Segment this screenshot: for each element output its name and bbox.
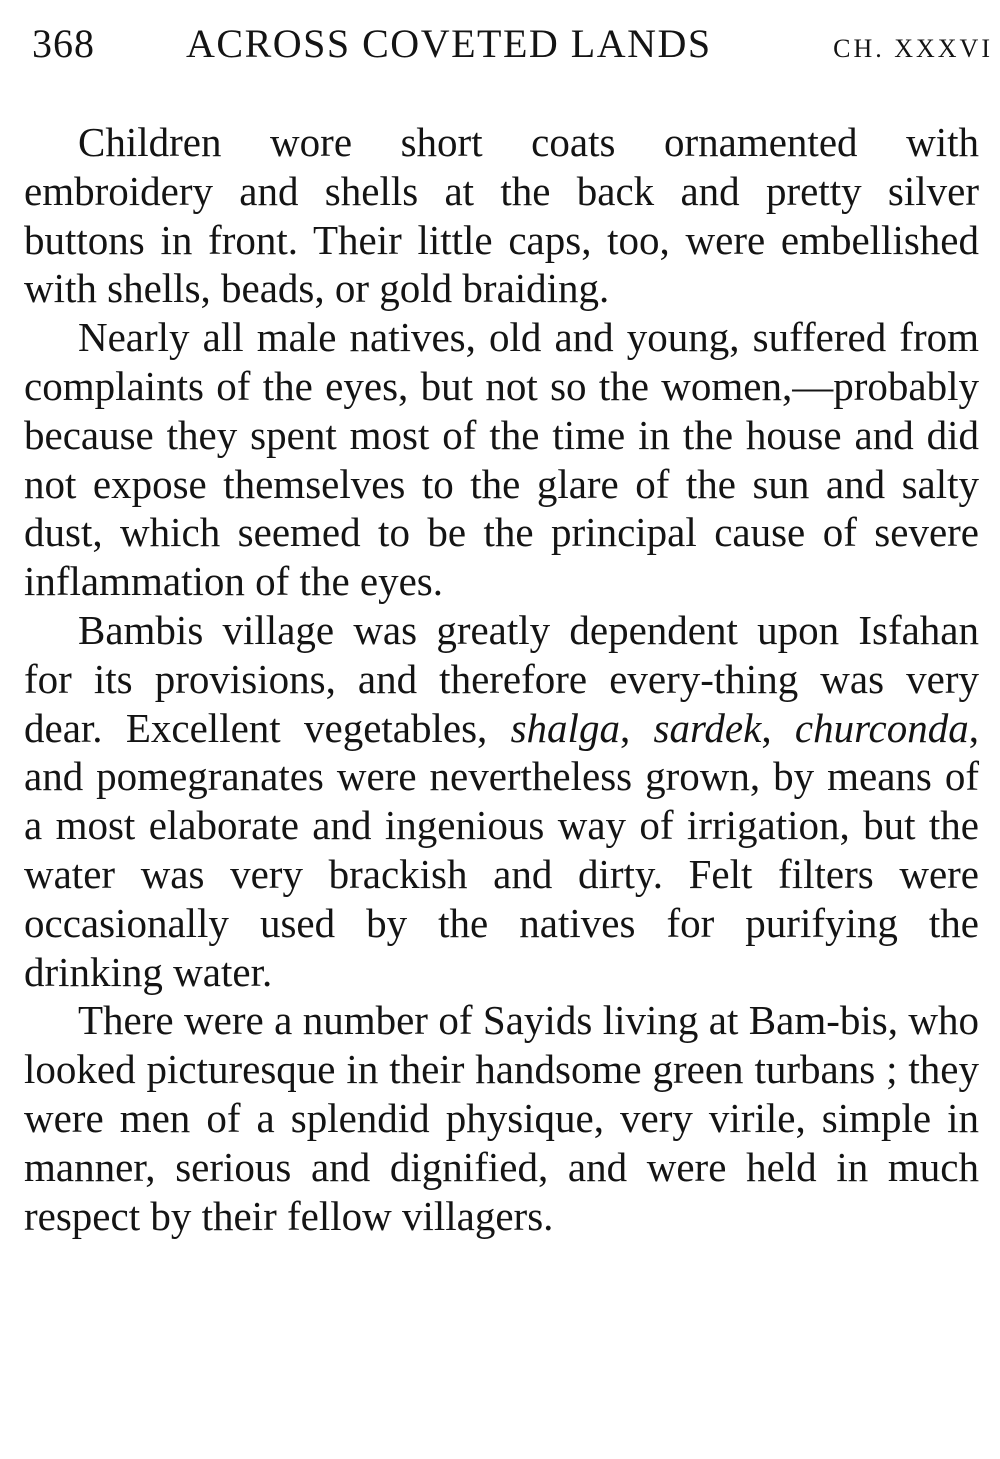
running-title: ACROSS COVETED LANDS xyxy=(186,21,712,66)
separator: , xyxy=(761,704,795,751)
italic-term-sardek: sardek xyxy=(653,704,762,751)
running-header xyxy=(24,14,993,74)
italic-term-shalga: shalga xyxy=(510,704,620,751)
paragraph-sayids: There were a number of Sayids living at Bam-bis, who looked picturesque in their handsome green turbans ; they were men of a splendid physique, very virile, simple in manner, serious and dignified, and were held in much respect by their fellow villagers. xyxy=(24,997,979,1239)
paragraph-eye-complaints: Nearly all male natives, old and young, suffered from complaints of the eyes, but not so the women,—probably because they spent most of the time in the house and did not expose themselves to the glare of the sun and salty dust, which seemed to be the principal cause of severe inflammation of the eyes. xyxy=(24,314,979,605)
italic-term-churconda: churconda xyxy=(794,704,969,751)
paragraph-text: , and pomegranates were nevertheless grown, by means of a most elaborate and ingenious way of irrigation, but the water was very brackish and dirty. Felt filters were occasionally used by the natives for purifying the drinking water. xyxy=(24,704,979,995)
book-page xyxy=(24,14,993,1240)
chapter-label: CH. XXXVI xyxy=(833,34,993,63)
page-number: 368 xyxy=(32,21,95,66)
paragraph-children-clothing: Children wore short coats ornamented with embroidery and shells at the back and pretty silver buttons in front. Their little caps, too, were embellished with shells, beads, or gold braiding. xyxy=(24,119,979,312)
paragraph-bambis-provisions xyxy=(24,606,979,996)
paragraph-text: Bambis village was greatly dependent upon Isfahan for its provisions, and therefore every-thing was very dear. Excellent vegetables, xyxy=(24,606,979,751)
body-text xyxy=(24,118,979,1240)
separator: , xyxy=(619,704,654,751)
